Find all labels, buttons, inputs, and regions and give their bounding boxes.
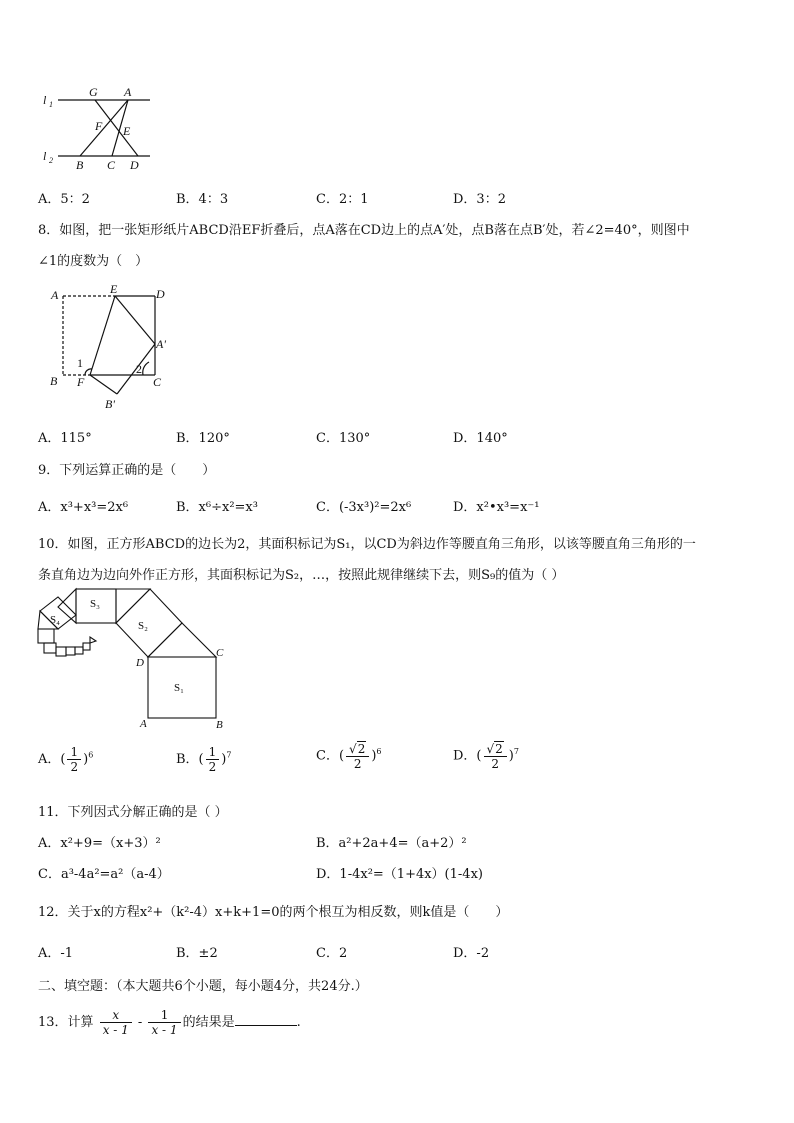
label-E: E — [123, 124, 131, 138]
label-G: G — [89, 85, 98, 99]
q9-option-d[interactable]: D．x²•x³=x⁻¹ — [453, 500, 540, 515]
q12-option-a[interactable]: A．-1 — [38, 946, 74, 961]
q7-option-b[interactable]: B．4：3 — [176, 192, 229, 207]
q10-option-c[interactable]: C．( $\frac{√2}{2}$ )$^6$ — [316, 742, 382, 771]
q8-stem-line1: 8．如图，把一张矩形纸片ABCD沿EF折叠后，点A落在CD边上的点A′处，点B落在点B′处，若∠2=40°，则图中 — [38, 223, 690, 238]
label-B: B — [50, 374, 58, 388]
label-B-prime: B' — [105, 397, 115, 411]
q13-stem: 13．计算 $\frac{x}{x - 1}$ - $\frac{1}{x - 1}$ 的结果是 . — [38, 1008, 301, 1037]
label-D: D — [130, 158, 139, 172]
q12-option-d[interactable]: D．-2 — [453, 946, 490, 961]
label-D: D — [156, 287, 165, 301]
figure-q7 — [40, 84, 155, 174]
label-F: F — [95, 119, 103, 133]
label-angle-2: 2 — [136, 362, 142, 376]
q8-option-d[interactable]: D．140° — [453, 431, 508, 446]
q11-stem: 11．下列因式分解正确的是（ ） — [38, 805, 228, 820]
label-E: E — [110, 282, 118, 296]
label-B: B — [216, 719, 223, 731]
q10-option-d[interactable]: D．( $\frac{√2}{2}$ )$^7$ — [453, 742, 519, 771]
q12-stem: 12．关于x的方程x²+（k²-4）x+k+1=0的两个根互为相反数，则k值是（ ） — [38, 905, 509, 920]
label-A: A — [124, 85, 132, 99]
svg-text:1: 1 — [49, 100, 53, 109]
q12-option-c[interactable]: C．2 — [316, 946, 348, 961]
label-C: C — [107, 158, 116, 172]
label-S3: S₃ — [90, 598, 100, 610]
q10-stem-line1: 10．如图，正方形ABCD的边长为2，其面积标记为S₁，以CD为斜边作等腰直角三角形，以该等腰直角三角形的一 — [38, 537, 696, 552]
label-C: C — [216, 647, 224, 659]
q8-option-c[interactable]: C．130° — [316, 431, 371, 446]
q12-option-b[interactable]: B．±2 — [176, 946, 218, 961]
q9-option-a[interactable]: A．x³+x³=2x⁶ — [38, 500, 129, 515]
q13-answer-blank[interactable] — [235, 1025, 297, 1026]
q10-option-b[interactable]: B．( $\frac{1}{2}$ )$^7$ — [176, 745, 232, 774]
q8-stem-line2: ∠1的度数为（ ） — [38, 254, 149, 269]
q10-option-a[interactable]: A．( $\frac{1}{2}$ )$^6$ — [38, 745, 94, 774]
q10-stem-line2: 条直角边为边向外作正方形，其面积标记为S₂，…，按照此规律继续下去，则S₉的值为（ ） — [38, 568, 565, 583]
q11-option-d[interactable]: D．1-4x²=（1+4x）(1-4x) — [316, 867, 483, 882]
label-A: A — [140, 718, 147, 730]
label-S1: S₁ — [174, 682, 184, 694]
q11-option-a[interactable]: A．x²+9=（x+3）² — [38, 836, 161, 851]
label-C: C — [153, 375, 162, 389]
label-S4: S₄ — [50, 614, 60, 626]
q7-option-d[interactable]: D．3：2 — [453, 192, 506, 207]
q7-option-c[interactable]: C．2：1 — [316, 192, 369, 207]
q11-option-b[interactable]: B．a²+2a+4=（a+2）² — [316, 836, 467, 851]
q9-stem: 9．下列运算正确的是（ ） — [38, 463, 216, 478]
q9-option-c[interactable]: C．(-3x³)²=2x⁶ — [316, 500, 412, 515]
label-B: B — [76, 158, 84, 172]
label-D: D — [136, 657, 144, 669]
section-fill-in-heading: 二、填空题：（本大题共6个小题，每小题4分，共24分.） — [38, 979, 368, 994]
q8-option-b[interactable]: B．120° — [176, 431, 230, 446]
q9-option-b[interactable]: B．x⁶÷x²=x³ — [176, 500, 258, 515]
figure-q10 — [30, 585, 235, 733]
label-S2: S₂ — [138, 620, 148, 632]
label-l1: l — [43, 93, 47, 107]
label-angle-1: 1 — [77, 356, 83, 370]
svg-text:2: 2 — [49, 156, 53, 165]
label-l2: l — [43, 149, 47, 163]
label-A-prime: A' — [156, 337, 166, 351]
q11-option-c[interactable]: C．a³-4a²=a²（a-4） — [38, 867, 170, 882]
label-F: F — [77, 375, 85, 389]
figure-q8 — [45, 282, 175, 412]
q7-option-a[interactable]: A．5：2 — [38, 192, 90, 207]
label-A: A — [51, 288, 59, 302]
q8-option-a[interactable]: A．115° — [38, 431, 92, 446]
